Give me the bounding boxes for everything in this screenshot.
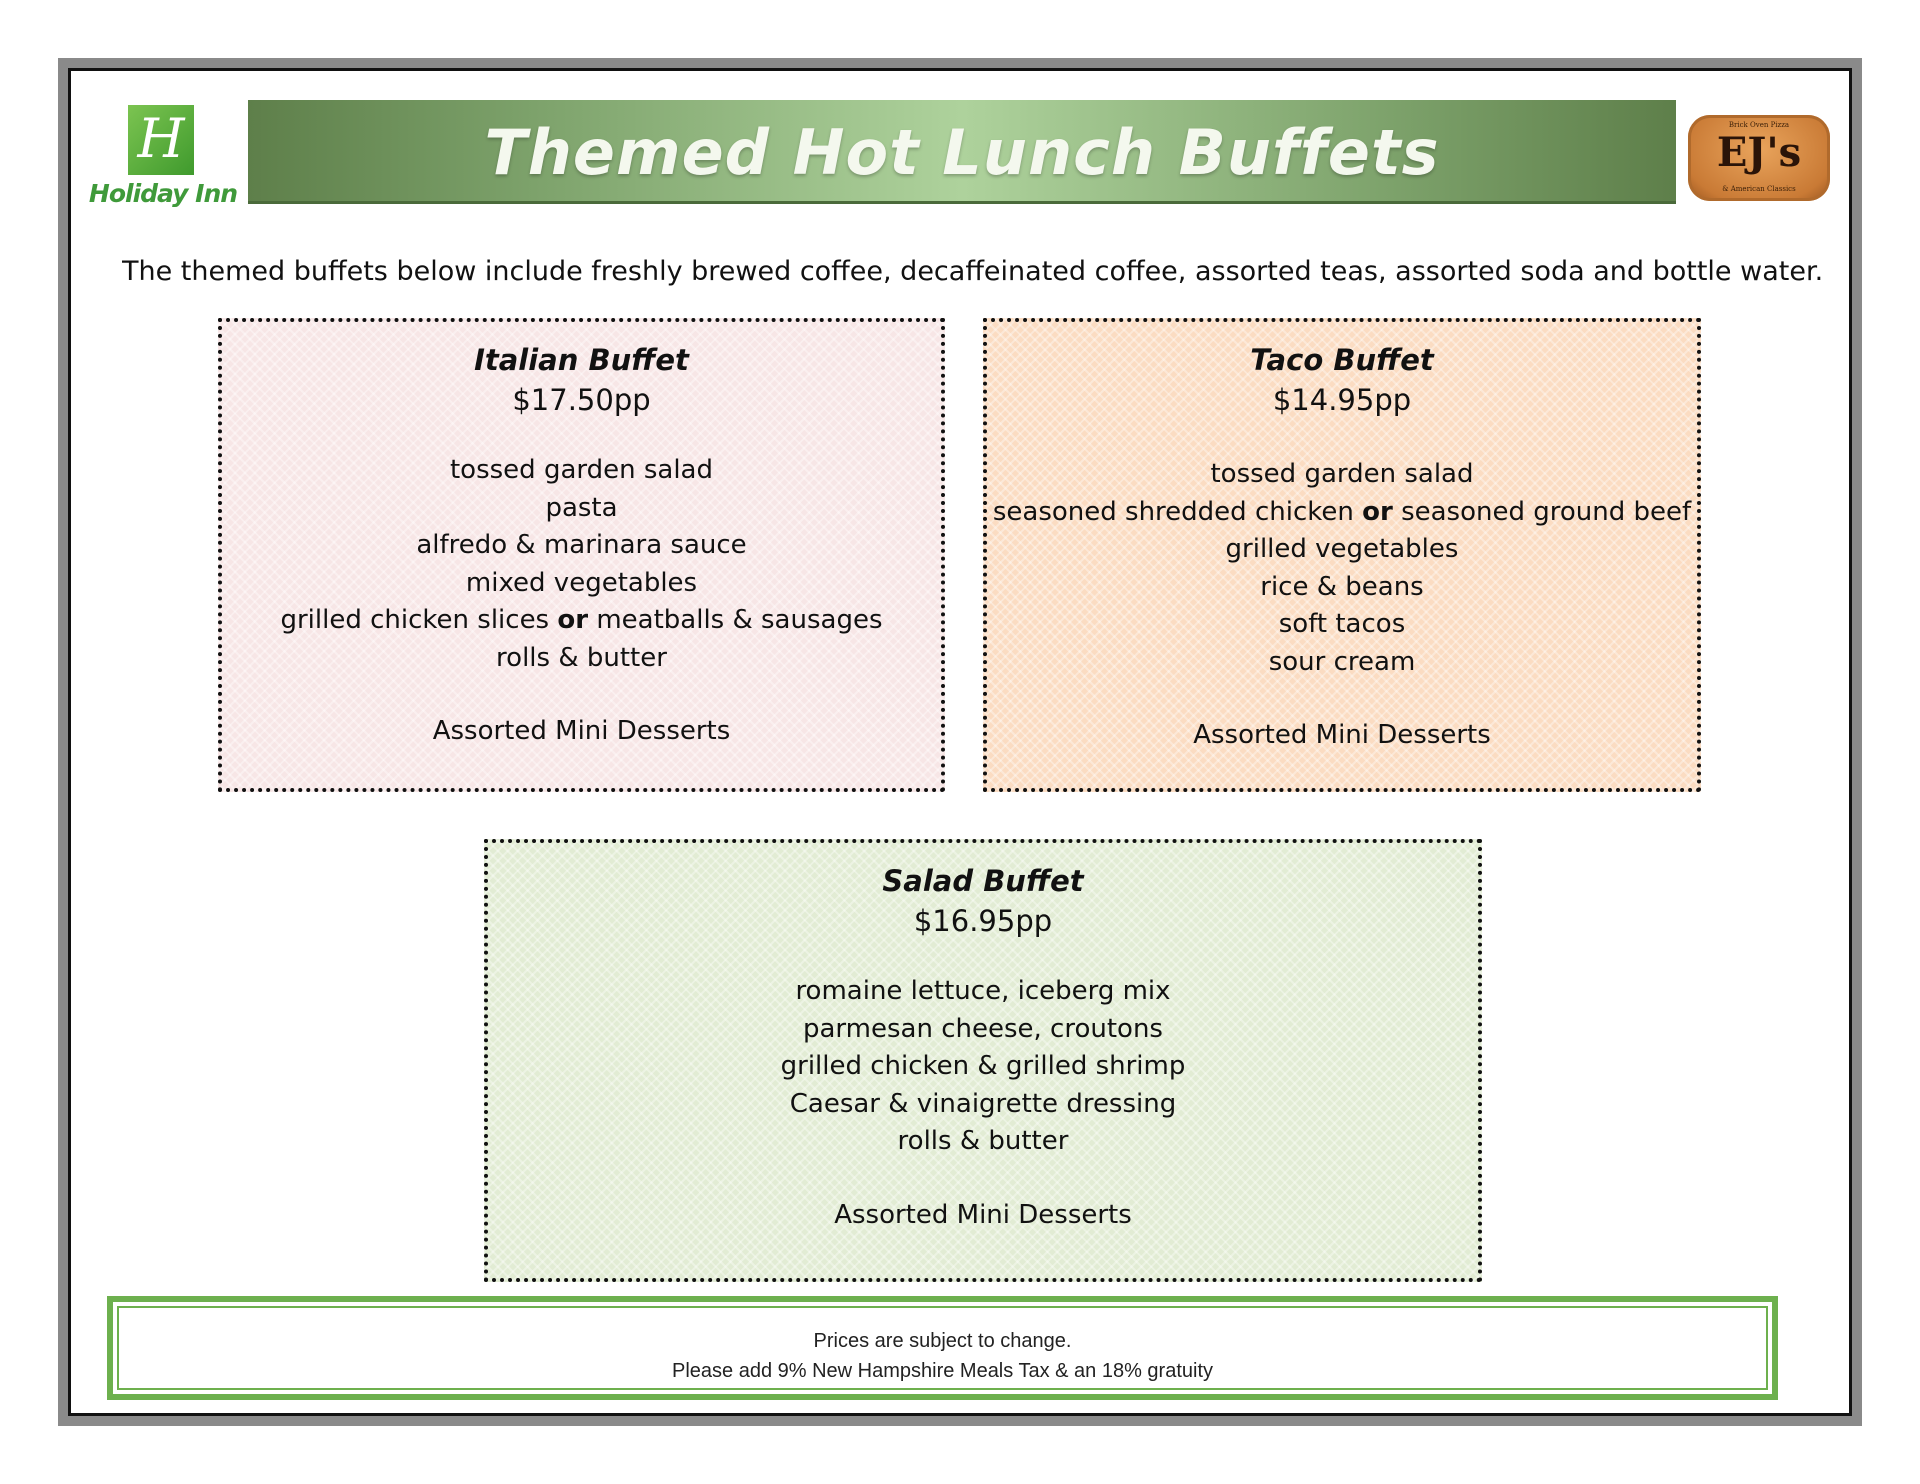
buffet-title: Salad Buffet	[882, 864, 1084, 898]
buffet-dessert: Assorted Mini Desserts	[834, 1199, 1132, 1230]
holiday-inn-logo	[88, 105, 238, 215]
menu-item: alfredo & marinara sauce	[416, 530, 747, 560]
buffet-menu	[987, 456, 1697, 681]
holiday-inn-mark: H	[128, 105, 194, 175]
taco-buffet-card	[983, 318, 1701, 792]
buffet-price: $16.95pp	[913, 904, 1053, 938]
buffet-dessert: Assorted Mini Desserts	[432, 716, 731, 746]
pricing-note-line: Prices are subject to change.	[813, 1330, 1072, 1352]
holiday-inn-wordmark: Holiday Inn	[88, 179, 238, 208]
ejs-logo-main: EJ's	[1716, 129, 1802, 176]
italian-buffet-card	[218, 318, 945, 792]
buffet-price: $17.50pp	[512, 383, 651, 417]
intro-text: The themed buffets below include freshly brewed coffee, decaffeinated coffee, assorted teas, assorted soda and bottle water.	[122, 256, 1824, 287]
buffet-dessert: Assorted Mini Desserts	[1193, 720, 1491, 750]
ejs-logo-top: Brick Oven Pizza	[1728, 121, 1790, 129]
ejs-logo	[1688, 115, 1830, 201]
buffet-title: Taco Buffet	[1250, 343, 1434, 377]
menu-item-choice: grilled chicken slices or meatballs & sausages	[280, 605, 883, 635]
menu-item: Caesar & vinaigrette dressing	[789, 1088, 1177, 1119]
menu-item: tossed garden salad	[1210, 459, 1474, 489]
pricing-note-box	[107, 1296, 1778, 1400]
menu-item: grilled vegetables	[1225, 534, 1459, 564]
menu-item: pasta	[545, 492, 618, 523]
pricing-note-inner	[117, 1306, 1768, 1390]
menu-item: parmesan cheese, croutons	[803, 1013, 1163, 1044]
ejs-logo-bottom: & American Classics	[1722, 185, 1796, 193]
buffet-menu	[222, 452, 941, 677]
menu-item: sour cream	[1268, 646, 1416, 677]
salad-buffet-card	[484, 839, 1482, 1282]
menu-item: rolls & butter	[496, 642, 667, 673]
buffet-menu	[488, 973, 1478, 1161]
menu-item: tossed garden salad	[449, 455, 713, 485]
buffet-title: Italian Buffet	[474, 343, 689, 377]
menu-item: romaine lettuce, iceberg mix	[795, 976, 1171, 1006]
menu-item: rice & beans	[1260, 571, 1424, 602]
menu-item: grilled chicken & grilled shrimp	[780, 1051, 1186, 1081]
buffet-price: $14.95pp	[1272, 383, 1412, 417]
menu-item: rolls & butter	[897, 1126, 1069, 1156]
tax-gratuity-note: Please add 9% New Hampshire Meals Tax & an 18% gratuity	[671, 1360, 1213, 1382]
menu-item: mixed vegetables	[465, 567, 698, 598]
page-title: Themed Hot Lunch Buffets	[484, 116, 1440, 189]
menu-item-choice: seasoned shredded chicken or seasoned ground beef	[992, 496, 1692, 527]
title-banner	[248, 100, 1676, 204]
menu-item: soft tacos	[1278, 609, 1406, 639]
